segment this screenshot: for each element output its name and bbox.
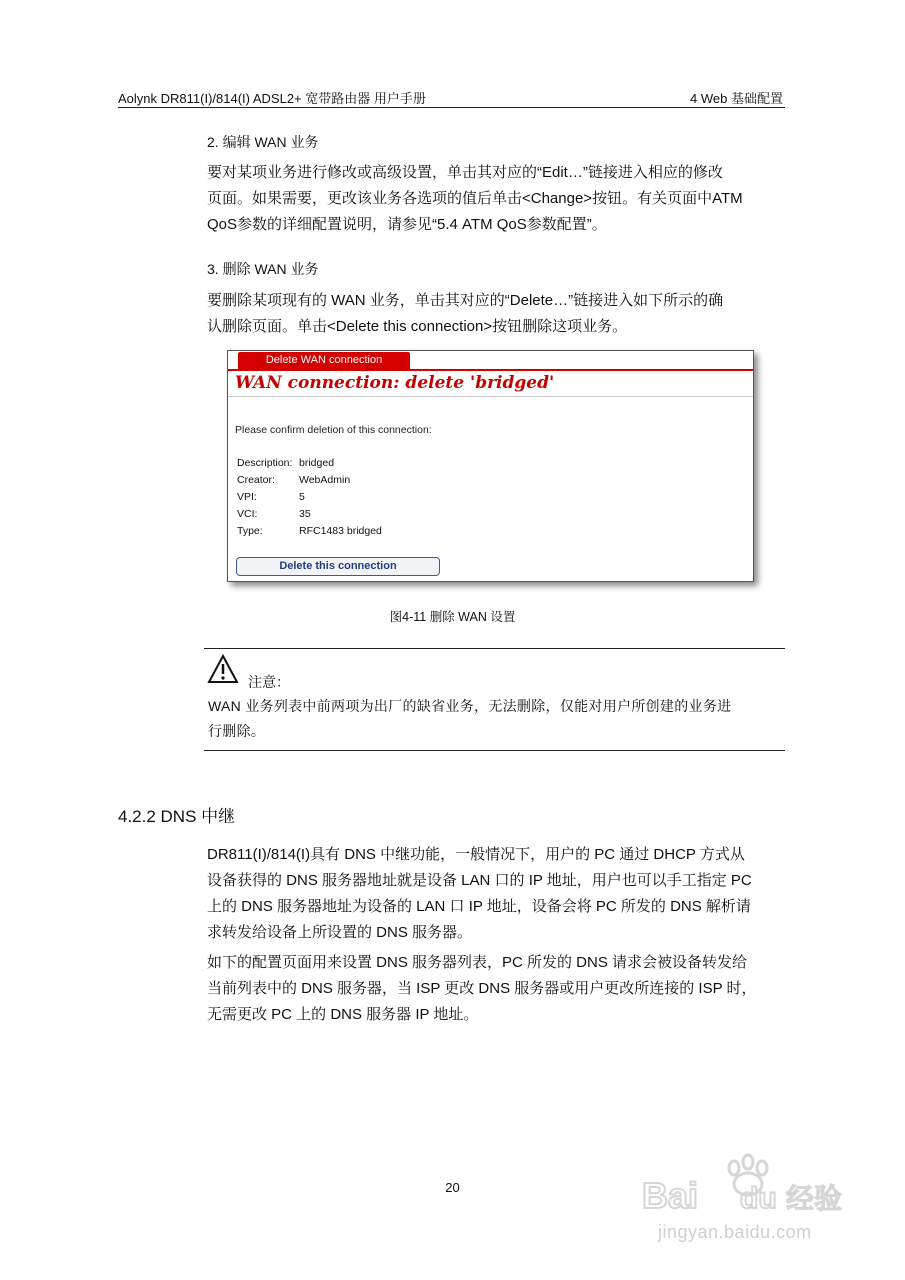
field-label: VCI:: [237, 508, 258, 520]
tab-underline: [228, 369, 753, 371]
paragraph-line: 无需更改 PC 上的 DNS 服务器 IP 地址。: [207, 1006, 479, 1023]
svg-text:du: du: [740, 1182, 777, 1215]
field-label: Creator:: [237, 474, 275, 486]
field-value: WebAdmin: [299, 474, 351, 486]
field-label: Description:: [237, 457, 293, 469]
paragraph-line: 要删除某项现有的 WAN 业务，单击其对应的“Delete…”链接进入如下所示的确: [207, 292, 724, 309]
field-value: bridged: [299, 457, 335, 469]
page-number: 20: [445, 1180, 460, 1195]
paragraph-line: 设备获得的 DNS 服务器地址就是设备 LAN 口的 IP 地址，用户也可以手工指定 PC: [207, 872, 752, 889]
running-header-title: Aolynk DR811(I)/814(I) ADSL2+ 宽带路由器 用户手册: [118, 91, 426, 106]
tab-delete-wan-connection[interactable]: Delete WAN connection: [238, 352, 410, 369]
paragraph-line: 如下的配置页面用来设置 DNS 服务器列表，PC 所发的 DNS 请求会被设备转发给: [207, 954, 748, 971]
note-top-rule: [204, 648, 785, 649]
note-line: WAN 业务列表中前两项为出厂的缺省业务，无法删除，仅能对用户所创建的业务进: [208, 698, 732, 714]
note-text: [208, 694, 785, 744]
field-label: Type:: [237, 525, 263, 537]
field-row-vpi: [237, 491, 305, 503]
running-header-chapter: 4 Web 基础配置: [690, 91, 783, 106]
section-heading-dns-relay: 4.2.2 DNS 中继: [118, 807, 236, 826]
watermark-url: jingyan.baidu.com: [658, 1222, 812, 1242]
field-label: VPI:: [237, 491, 257, 503]
warning-icon: [207, 654, 239, 684]
field-value: 5: [299, 491, 305, 503]
paragraph-dns-relay-2: [207, 950, 784, 1028]
field-row-vci: [237, 508, 311, 520]
section-heading-delete-wan: 3. 删除 WAN 业务: [207, 261, 319, 277]
field-row-type: [237, 525, 382, 537]
paragraph-line: 求转发给设备上所设置的 DNS 服务器。: [207, 924, 473, 941]
header-rule: [118, 107, 785, 108]
paragraph-delete-wan: [207, 288, 784, 340]
baidu-watermark-logo: [640, 1150, 860, 1220]
svg-text:Bai: Bai: [642, 1175, 699, 1216]
paragraph-line: 上的 DNS 服务器地址为设备的 LAN 口 IP 地址，设备会将 PC 所发的 DNS 解析请: [207, 898, 751, 915]
divider: [228, 396, 753, 397]
paragraph-line: 认删除页面。单击<Delete this connection>按钮删除这项业务。: [207, 318, 628, 335]
figure-caption: 图4-11 删除 WAN 设置: [389, 610, 516, 624]
note-label: 注意：: [248, 674, 290, 690]
section-heading-edit-wan: 2. 编辑 WAN 业务: [207, 134, 319, 150]
page-title: WAN connection: delete 'bridged': [235, 373, 555, 393]
paragraph-line: DR811(I)/814(I)具有 DNS 中继功能，一般情况下，用户的 PC 通过 DHCP 方式从: [207, 846, 745, 863]
note-bottom-rule: [204, 750, 785, 751]
field-row-creator: [237, 474, 350, 486]
paragraph-line: 页面。如果需要，更改该业务各选项的值后单击<Change>按钮。有关页面中ATM: [207, 190, 743, 207]
paragraph-edit-wan: [207, 160, 784, 238]
field-value: 35: [299, 508, 311, 520]
paragraph-line: QoS参数的详细配置说明，请参见“5.4 ATM QoS参数配置”。: [207, 216, 607, 233]
paragraph-line: 当前列表中的 DNS 服务器，当 ISP 更改 DNS 服务器或用户更改所连接的 ISP 时，: [207, 980, 757, 997]
field-row-description: [237, 457, 334, 469]
delete-wan-screenshot: [227, 350, 754, 582]
svg-text:经验: 经验: [786, 1182, 843, 1215]
field-value: RFC1483 bridged: [299, 525, 382, 537]
paragraph-dns-relay-1: [207, 842, 784, 946]
note-line: 行删除。: [208, 723, 266, 739]
paragraph-line: 要对某项业务进行修改或高级设置，单击其对应的“Edit…”链接进入相应的修改: [207, 164, 723, 181]
delete-connection-button[interactable]: Delete this connection: [236, 557, 440, 576]
confirm-message: Please confirm deletion of this connection:: [235, 424, 432, 436]
